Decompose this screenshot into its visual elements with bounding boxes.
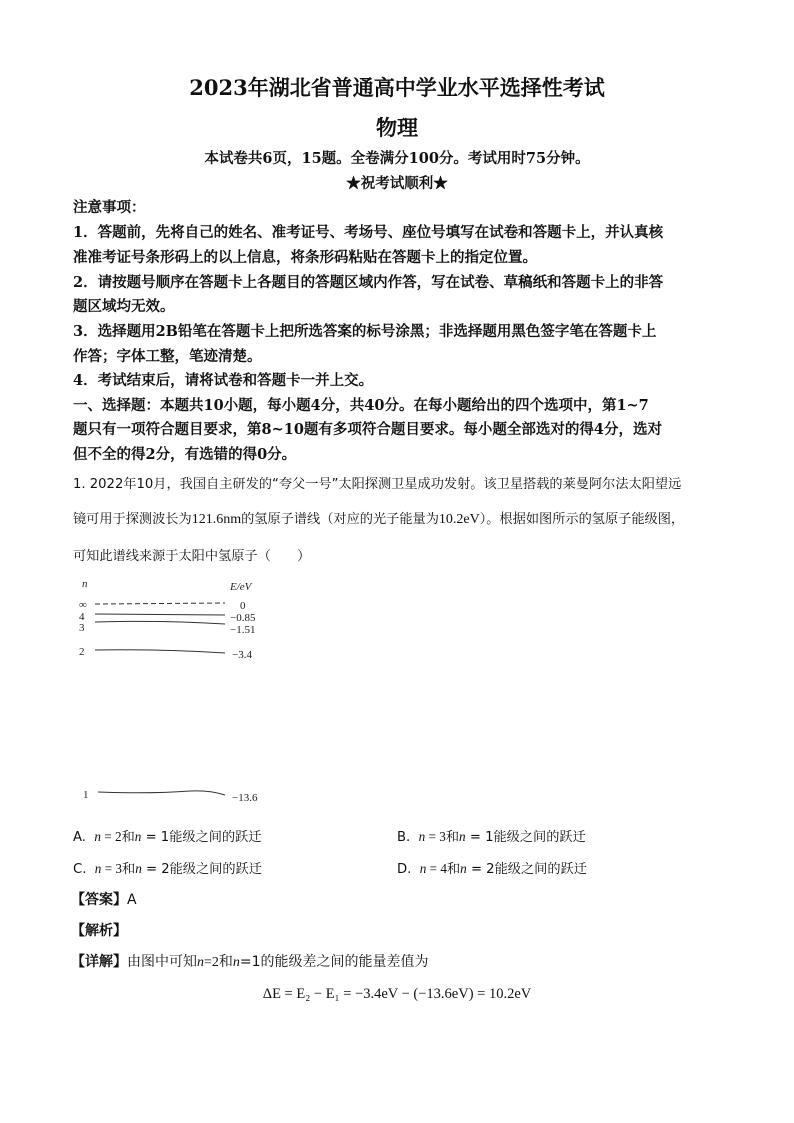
option-b-n2: n	[459, 829, 466, 844]
answer-value: A	[127, 892, 137, 908]
analysis-line	[71, 920, 127, 940]
diagram-n-label: n	[82, 578, 88, 590]
option-c-text-b: = 3和	[101, 861, 136, 876]
option-a-text-d: = 1能级之间的跃迁	[141, 830, 262, 845]
exam-title: 2023年湖北省普通高中学业水平选择性考试	[189, 75, 605, 100]
level-line-inf	[95, 603, 225, 604]
level-line-4	[95, 614, 225, 615]
option-c-n2: n	[135, 861, 142, 876]
section1-line-3: 但不全的得2分，有选错的得0分。	[73, 446, 297, 463]
level-line-2	[95, 650, 225, 653]
level-n-inf: ∞	[79, 599, 87, 611]
option-d-n2: n	[460, 861, 467, 876]
notice-item-2-line-1: 2．请按题号顺序在答题卡上各题目的答题区域内作答，写在试卷、草稿纸和答题卡上的非答	[73, 274, 664, 291]
level-n-4: 4	[79, 611, 85, 623]
option-b[interactable]	[397, 826, 586, 845]
level-line-1	[98, 791, 225, 795]
notice-item-4: 4．考试结束后，请将试卷和答题卡一并上交。	[73, 372, 374, 389]
option-a[interactable]	[73, 826, 262, 845]
detail-tag: 【详解】	[71, 954, 127, 970]
energy-level-diagram	[70, 576, 290, 806]
level-n-2: 2	[79, 646, 85, 658]
question1-line-2-b: 的氢原子谱线（对应的光子能量为	[241, 512, 439, 527]
notice-item-3-line-2: 作答；字体工整，笔迹清楚。	[73, 348, 262, 365]
question1-line-2-a: 镜可用于探测波长为	[73, 512, 192, 527]
level-e-4: −0.85	[230, 612, 256, 624]
answer-line	[71, 889, 137, 909]
detail-text-b: =2和	[204, 955, 233, 970]
option-d-text-b: = 4和	[426, 861, 461, 876]
notice-item-1-line-1: 1．答题前，先将自己的姓名、准考证号、考场号、座位号填写在试卷和答题卡上，并认真核	[73, 224, 664, 241]
level-e-1: −13.6	[232, 792, 258, 804]
option-a-n2: n	[134, 829, 142, 844]
detail-text-a: 由图中可知	[127, 954, 197, 970]
option-d-label: D.	[397, 862, 412, 877]
option-d[interactable]	[397, 858, 587, 877]
option-c-label: C.	[73, 862, 87, 877]
level-line-3	[95, 621, 225, 624]
option-c-text-d: = 2能级之间的跃迁	[141, 862, 262, 877]
option-c[interactable]	[73, 858, 262, 877]
diagram-e-label: E/eV	[230, 581, 252, 593]
notice-item-1-line-2: 准准考证号条形码上的以上信息，将条形码粘贴在答题卡上的指定位置。	[73, 249, 537, 266]
question1-line-1: 1. 2022年10月，我国自主研发的“夸父一号”太阳探测卫星成功发射。该卫星搭载的莱曼阿尔法太阳望远	[73, 477, 682, 492]
option-b-n1: n	[418, 829, 426, 844]
option-b-text-b: = 3和	[425, 829, 460, 844]
exam-wish: ★祝考试顺利★	[346, 175, 448, 192]
level-e-inf: 0	[240, 600, 246, 612]
section1-line-1: 一、选择题：本题共10小题，每小题4分，共40分。在每小题给出的四个选项中，第1~7	[73, 397, 649, 414]
option-a-n1: n	[94, 829, 101, 844]
section1-line-2: 题只有一项符合题目要求，第8~10题有多项符合题目要求。每小题全部选对的得4分，选对	[73, 421, 663, 438]
option-c-n1: n	[94, 861, 102, 876]
option-b-text-d: = 1能级之间的跃迁	[465, 830, 586, 845]
notice-heading: 注意事项：	[73, 199, 146, 216]
energy-formula: ΔE = E₂ − E₁ = −3.4eV − (−13.6eV) = 10.2eV	[262, 986, 532, 1002]
detail-line	[71, 951, 429, 971]
notice-item-2-line-2: 题区域均无效。	[73, 298, 175, 315]
subject-title: 物理	[376, 115, 418, 140]
option-b-label: B.	[397, 830, 411, 845]
level-n-3: 3	[79, 622, 85, 634]
option-a-label: A.	[73, 830, 86, 845]
energy-value: 10.2eV	[438, 512, 480, 527]
wavelength-value: 121.6nm	[191, 512, 242, 527]
level-e-2-value: −3.4	[232, 649, 252, 661]
question1-line-2	[73, 508, 684, 528]
question1-line-3: 可知此谱线来源于太阳中氢原子（ ）	[73, 549, 311, 564]
option-d-n1: n	[419, 861, 427, 876]
question1-line-2-c: ）。根据如图所示的氢原子能级图，	[479, 512, 685, 527]
answer-tag: 【答案】	[71, 892, 127, 908]
detail-n2: n	[197, 955, 204, 970]
detail-n1: n	[232, 955, 240, 970]
analysis-tag: 【解析】	[71, 923, 127, 939]
detail-text-c: =1的能级差之间的能量差值为	[239, 954, 429, 970]
notice-item-3-line-1: 3．选择题用2B铅笔在答题卡上把所选答案的标号涂黑；非选择题用黑色签字笔在答题卡上	[73, 323, 657, 340]
level-n-1: 1	[83, 789, 89, 801]
level-e-3: −1.51	[230, 624, 256, 636]
option-a-text-b: = 2和	[100, 829, 135, 844]
exam-info: 本试卷共6页，15题。全卷满分100分。考试用时75分钟。	[204, 150, 590, 167]
option-d-text-d: = 2能级之间的跃迁	[466, 862, 587, 877]
